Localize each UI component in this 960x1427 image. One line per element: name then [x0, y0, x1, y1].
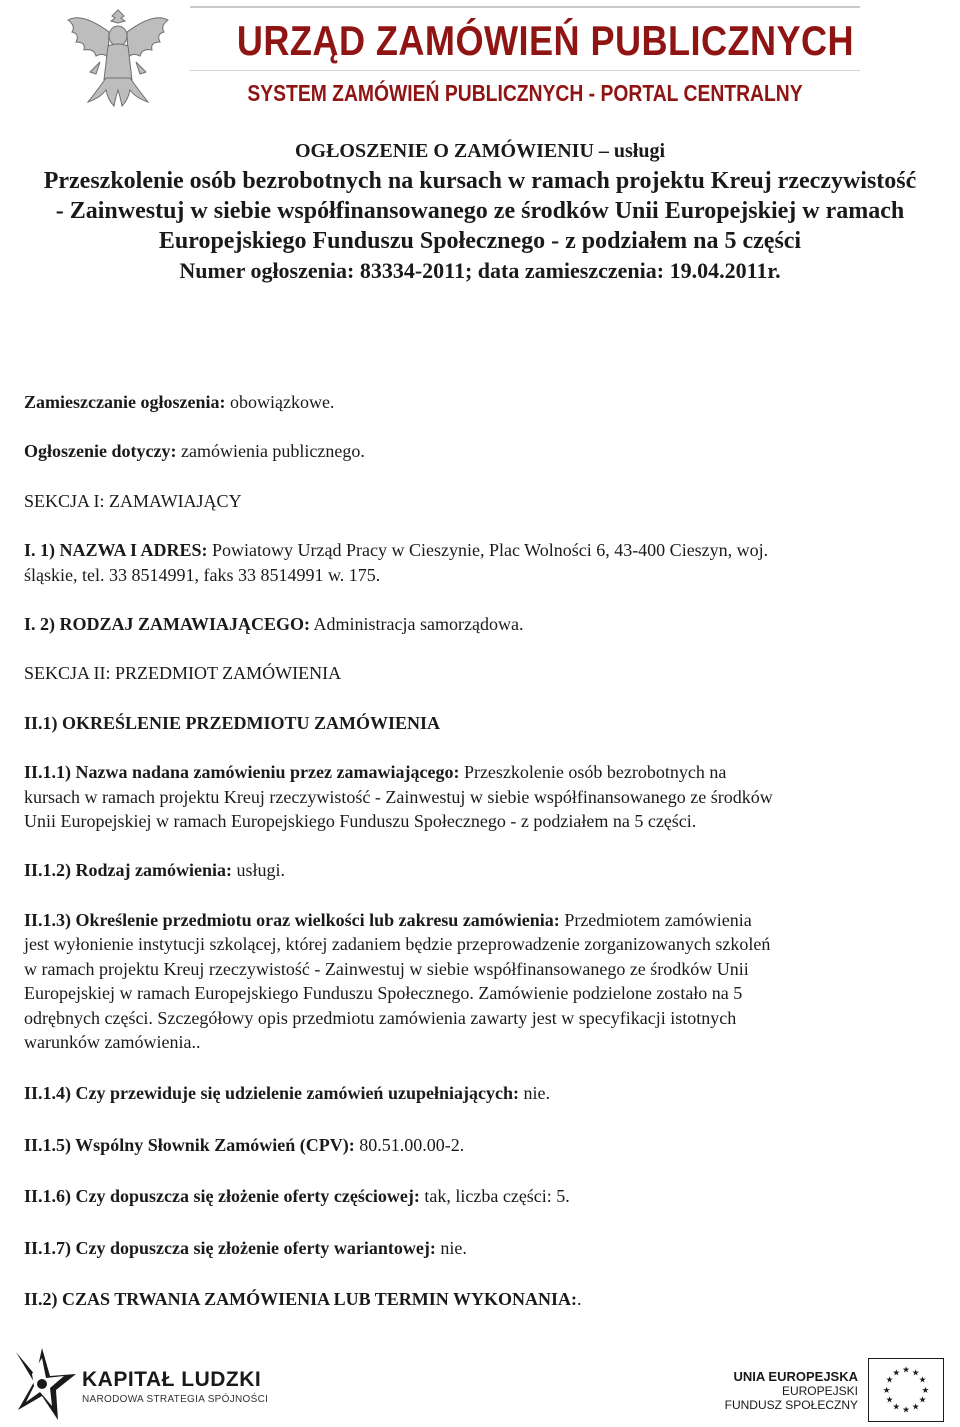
svg-text:★: ★ — [885, 1395, 894, 1406]
item-1-1-3-line: Europejskiej w ramach Europejskiego Funduszu Społecznego. Zamówienie podzielone zostało na 5 — [24, 983, 743, 1004]
item-1-1-1-value-3: Unii Europejskiej w ramach Europejskiego Funduszu Społecznego - z podziałem na 5 części. — [24, 811, 697, 832]
name-address-value-2: śląskie, tel. 33 8514991, faks 33 8514991 w. 175. — [24, 564, 381, 585]
portal-title: URZĄD ZAMÓWIEŃ PUBLICZNYCH — [236, 17, 855, 64]
concerns-value: zamówienia publicznego. — [180, 441, 365, 462]
item-1-1-3-label: II.1.3) Określenie przedmiotu oraz wielkości lub zakresu zamówienia: — [24, 909, 560, 930]
eu-line-3: FUNDUSZ SPOŁECZNY — [724, 1398, 858, 1412]
notice-title-block — [0, 136, 960, 286]
contracting-type-label: I. 2) RODZAJ ZAMAWIAJĄCEGO: — [24, 614, 311, 635]
svg-text:★: ★ — [892, 1402, 901, 1413]
item-1-1-1-value: Przeszkolenie osób bezrobotnych na — [463, 762, 727, 783]
item-1-1-3-line: warunków zamówienia.. — [24, 1031, 201, 1052]
item-1-1-5-label: II.1.5) Wspólny Słownik Zamówień (CPV): — [24, 1134, 355, 1155]
banner-divider — [190, 70, 860, 71]
svg-text:★: ★ — [918, 1375, 927, 1386]
polish-eagle-icon — [62, 2, 174, 112]
kapital-ludzki-subtitle: NARODOWA STRATEGIA SPÓJNOŚCI — [82, 1394, 269, 1405]
banner-top-rule — [190, 6, 860, 8]
posting-value: obowiązkowe. — [229, 392, 335, 412]
footer-logos — [0, 1340, 960, 1427]
section-1-heading: SEKCJA I: ZAMAWIAJĄCY — [24, 490, 242, 511]
posting-label: Zamieszczanie ogłoszenia: — [24, 392, 226, 412]
item-1-1-3-line: odrębnych części. Szczegółowy opis przedmiotu zamówienia zawarty jest w specyfikacji istotnych — [24, 1007, 737, 1028]
item-1-1-6 — [24, 1184, 924, 1208]
notice-number-label: Numer ogłoszenia: — [179, 258, 355, 283]
item-1-1-2-value: usługi. — [236, 860, 285, 881]
svg-text:★: ★ — [918, 1395, 927, 1406]
item-1-2-value: . — [576, 1288, 582, 1309]
contracting-type-value: Administracja samorządowa. — [313, 614, 524, 635]
item-1-1-5-value: 80.51.00.00-2. — [359, 1134, 465, 1155]
item-1-1-3-line: jest wyłonienie instytucji szkolącej, której zadaniem będzie przeprowadzenie zorganizowanych szkoleń — [24, 934, 771, 955]
subsection-2-1-heading: II.1) OKREŚLENIE PRZEDMIOTU ZAMÓWIENIA — [24, 712, 441, 733]
item-1-1-3 — [24, 908, 924, 1054]
kapital-ludzki-star-icon — [12, 1344, 78, 1422]
concerns-field — [24, 439, 924, 463]
item-1-1-4 — [24, 1081, 924, 1105]
item-1-1-4-value: nie. — [523, 1083, 550, 1104]
item-1-1-2 — [24, 858, 924, 882]
svg-text:★: ★ — [911, 1402, 920, 1413]
item-1-2 — [24, 1287, 924, 1311]
concerns-label: Ogłoszenie dotyczy: — [24, 441, 177, 462]
item-1-1-6-label: II.1.6) Czy dopuszcza się złożenie oferty częściowej: — [24, 1186, 420, 1207]
eu-text — [700, 1370, 858, 1412]
item-1-1-3-line: w ramach projektu Kreuj rzeczywistość - Zainwestuj w siebie współfinansowanego ze środków Unii — [24, 958, 749, 979]
section-2-heading: SEKCJA II: PRZEDMIOT ZAMÓWIENIA — [24, 663, 342, 684]
item-1-1-7-label: II.1.7) Czy dopuszcza się złożenie oferty wariantowej: — [24, 1237, 436, 1258]
item-1-1-7 — [24, 1236, 924, 1260]
portal-subtitle: SYSTEM ZAMÓWIEŃ PUBLICZNYCH - PORTAL CENTRALNY — [247, 80, 803, 106]
eu-flag-stars-icon — [868, 1358, 944, 1422]
item-1-1-1 — [24, 760, 924, 833]
notice-heading: OGŁOSZENIE O ZAMÓWIENIU – usługi — [294, 140, 666, 162]
svg-text:★: ★ — [892, 1368, 901, 1379]
svg-text:★: ★ — [921, 1385, 930, 1396]
item-1-1-3-value: Przedmiotem zamówienia — [564, 909, 752, 930]
portal-header — [0, 0, 960, 118]
eu-title: UNIA EUROPEJSKA — [733, 1369, 858, 1384]
posting-field — [24, 390, 924, 414]
item-1-1-7-value: nie. — [440, 1237, 467, 1258]
notice-number-value: 83334-2011; data zamieszczenia: 19.04.2011r. — [359, 258, 781, 283]
notice-body — [24, 390, 924, 1311]
item-1-1-4-label: II.1.4) Czy przewiduje się udzielenie zamówień uzupełniających: — [24, 1083, 519, 1104]
name-address-field — [24, 538, 924, 587]
item-1-1-6-value: tak, liczba części: 5. — [424, 1186, 570, 1207]
notice-subject: Przeszkolenie osób bezrobotnych na kursach w ramach projektu Kreuj rzeczywistość - Zainwestuj w siebie współfinansowanego ze środków Unii Europejskiej w ramach Europejskiego Funduszu Społecznego - z podziałem na 5 części — [43, 168, 917, 254]
svg-text:★: ★ — [911, 1368, 920, 1379]
svg-text:★: ★ — [902, 1405, 910, 1416]
svg-text:★: ★ — [902, 1365, 910, 1376]
contracting-type-field — [24, 612, 924, 636]
name-address-label: I. 1) NAZWA I ADRES: — [24, 540, 208, 561]
kapital-ludzki-name: KAPITAŁ LUDZKI — [82, 1368, 262, 1391]
item-1-1-5 — [24, 1133, 924, 1157]
svg-text:★: ★ — [882, 1385, 891, 1396]
svg-text:★: ★ — [885, 1375, 894, 1386]
item-1-2-label: II.2) CZAS TRWANIA ZAMÓWIENIA LUB TERMIN WYKONANIA: — [24, 1288, 577, 1309]
item-1-1-1-label: II.1.1) Nazwa nadana zamówieniu przez zamawiającego: — [24, 762, 460, 783]
item-1-1-1-value-2: kursach w ramach projektu Kreuj rzeczywistość - Zainwestuj w siebie współfinansowanego ze środków — [24, 786, 773, 807]
name-address-value: Powiatowy Urząd Pracy w Cieszynie, Plac Wolności 6, 43-400 Cieszyn, woj. — [212, 540, 769, 561]
eu-line-2: EUROPEJSKI — [781, 1384, 858, 1398]
item-1-1-2-label: II.1.2) Rodzaj zamówienia: — [24, 860, 232, 881]
notice-number — [0, 256, 960, 286]
